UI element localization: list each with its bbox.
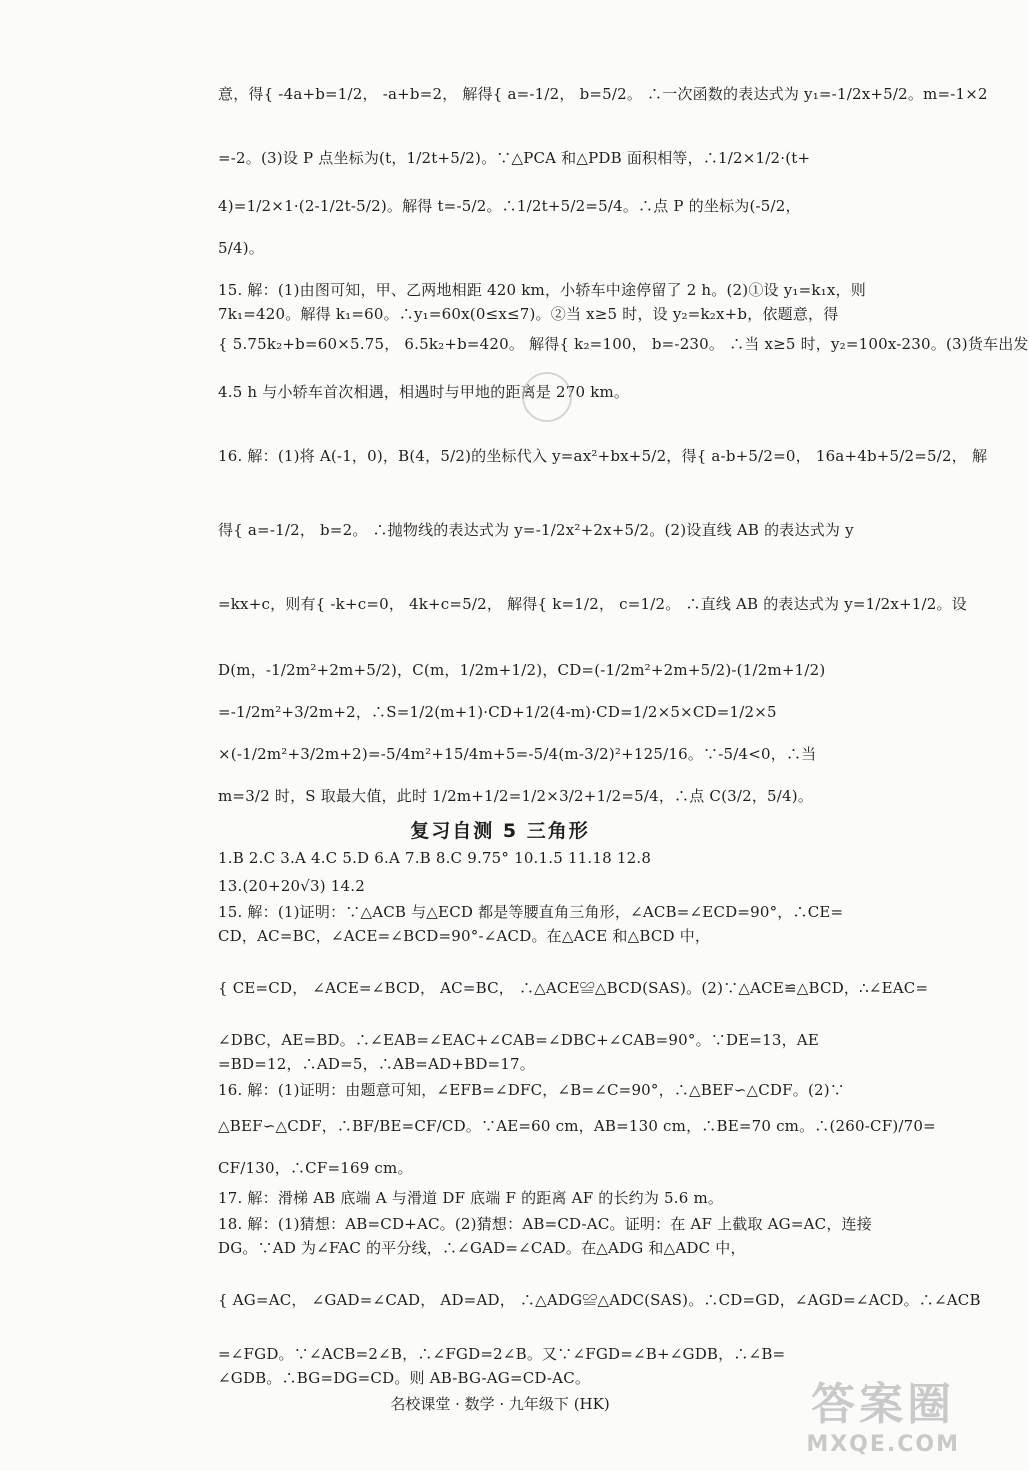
text-line: D(m，-1/2m²+2m+5/2)，C(m，1/2m+1/2)，CD=(-1/2m²+2m+5/2)-(1/2m+1/2) <box>218 661 826 679</box>
text-line: { AG=AC， ∠GAD=∠CAD， AD=AD， ∴△ADG≌△ADC(SAS)。∴CD=GD，∠AGD=∠ACD。∴∠ACB <box>218 1291 981 1309</box>
text-line: CF/130，∴CF=169 cm。 <box>218 1159 413 1177</box>
text-line: 17. 解：滑梯 AB 底端 A 与滑道 DF 底端 F 的距离 AF 的长约为 5.6 m。 <box>218 1189 724 1207</box>
text-line: 15. 解：(1)证明：∵△ACB 与△ECD 都是等腰直角三角形，∠ACB=∠ECD=90°，∴CE= <box>218 903 844 921</box>
text-line: 1.B 2.C 3.A 4.C 5.D 6.A 7.B 8.C 9.75° 10.1.5 11.18 12.8 <box>218 849 652 867</box>
text-line: 得{ a=-1/2， b=2。 ∴抛物线的表达式为 y=-1/2x²+2x+5/2。(2)设直线 AB 的表达式为 y <box>218 521 854 539</box>
watermark-logo: 答案圈 <box>811 1379 956 1430</box>
text-line: 16. 解：(1)证明：由题意可知，∠EFB=∠DFC，∠B=∠C=90°，∴△BEF∽△CDF。(2)∵ <box>218 1081 846 1099</box>
section-title: 复习自测 5 三角形 <box>410 820 590 842</box>
text-line: DG。∵AD 为∠FAC 的平分线，∴∠GAD=∠CAD。在△ADG 和△ADC 中， <box>218 1239 746 1257</box>
text-line: CD，AC=BC，∠ACE=∠BCD=90°-∠ACD。在△ACE 和△BCD 中， <box>218 927 711 945</box>
text-line: { 5.75k₂+b=60×5.75， 6.5k₂+b=420。 解得{ k₂=100， b=-230。 ∴当 x≥5 时，y₂=100x-230。(3)货车出发 <box>218 335 1029 353</box>
text-line: 15. 解：(1)由图可知，甲、乙两地相距 420 km，小轿车中途停留了 2 h。(2)①设 y₁=k₁x，则 <box>218 281 866 299</box>
text-line: ×(-1/2m²+3/2m+2)=-5/4m²+15/4m+5=-5/4(m-3/2)²+125/16。∵-5/4<0，∴当 <box>218 745 817 763</box>
text-line: =kx+c，则有{ -k+c=0， 4k+c=5/2， 解得{ k=1/2， c=1/2。 ∴直线 AB 的表达式为 y=1/2x+1/2。设 <box>218 595 967 613</box>
text-line: =∠FGD。∵∠ACB=2∠B，∴∠FGD=2∠B。又∵∠FGD=∠B+∠GDB，∴∠B= <box>218 1345 786 1363</box>
text-line: 18. 解：(1)猜想：AB=CD+AC。(2)猜想：AB=CD-AC。证明：在 AF 上截取 AG=AC，连接 <box>218 1215 872 1233</box>
text-line: { CE=CD， ∠ACE=∠BCD， AC=BC， ∴△ACE≌△BCD(SAS)。(2)∵△ACE≌△BCD，∴∠EAC= <box>218 979 929 997</box>
text-line: m=3/2 时，S 取最大值，此时 1/2m+1/2=1/2×3/2+1/2=5/4，∴点 C(3/2，5/4)。 <box>218 787 814 805</box>
text-line: 4.5 h 与小轿车首次相遇，相遇时与甲地的距离是 270 km。 <box>218 383 630 401</box>
text-line: =BD=12，∴AD=5，∴AB=AD+BD=17。 <box>218 1055 535 1073</box>
text-line: 16. 解：(1)将 A(-1，0)，B(4，5/2)的坐标代入 y=ax²+bx+5/2，得{ a-b+5/2=0， 16a+4b+5/2=5/2， 解 <box>218 447 988 465</box>
text-line: ∠DBC，AE=BD。∴∠EAB=∠EAC+∠CAB=∠DBC+∠CAB=90°。∵DE=13，AE <box>218 1031 819 1049</box>
text-line: =-1/2m²+3/2m+2，∴S=1/2(m+1)·CD+1/2(4-m)·CD=1/2×5×CD=1/2×5 <box>218 703 777 721</box>
text-line: =-2。(3)设 P 点坐标为(t，1/2t+5/2)。∵△PCA 和△PDB 面积相等，∴1/2×1/2·(t+ <box>218 149 811 167</box>
text-line: 意，得{ -4a+b=1/2， -a+b=2， 解得{ a=-1/2， b=5/2。 ∴一次函数的表达式为 y₁=-1/2x+5/2。m=-1×2 <box>218 85 988 103</box>
text-line: 7k₁=420。解得 k₁=60。∴y₁=60x(0≤x≤7)。②当 x≥5 时，设 y₂=k₂x+b，依题意，得 <box>218 305 839 323</box>
watermark <box>806 1368 960 1457</box>
text-line: 5/4)。 <box>218 239 264 257</box>
page-footer: 名校课堂 · 数学 · 九年级下 (HK) <box>390 1395 610 1413</box>
stamp-mark <box>522 372 572 422</box>
watermark-url: MXQE.COM <box>806 1432 960 1457</box>
text-line: ∠GDB。∴BG=DG=CD。则 AB-BG-AG=CD-AC。 <box>218 1369 591 1387</box>
text-line: 13.(20+20√3) 14.2 <box>218 877 365 895</box>
text-line: 4)=1/2×1·(2-1/2t-5/2)。解得 t=-5/2。∴1/2t+5/2=5/4。∴点 P 的坐标为(-5/2， <box>218 197 801 215</box>
text-line: △BEF∽△CDF，∴BF/BE=CF/CD。∵AE=60 cm，AB=130 cm，∴BE=70 cm。∴(260-CF)/70= <box>218 1117 936 1135</box>
